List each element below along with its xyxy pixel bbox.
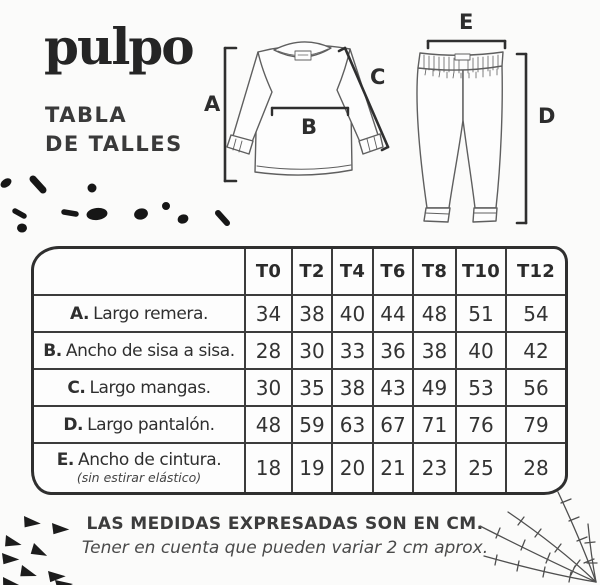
size-header-t0: T0: [246, 249, 293, 296]
size-header-t10: T10: [457, 249, 507, 296]
cell-e-t2: 19: [293, 444, 333, 492]
cell-c-t6: 43: [374, 370, 414, 407]
measure-label-c: C: [370, 65, 386, 89]
page-title-line1: TABLA: [45, 103, 128, 127]
size-header-t4: T4: [333, 249, 374, 296]
cell-a-t10: 51: [457, 296, 507, 333]
cell-a-t12: 54: [507, 296, 565, 333]
ink-dots-decoration: [0, 175, 240, 237]
triangles-decoration: [0, 492, 110, 585]
cell-d-t4: 63: [333, 407, 374, 444]
cell-d-t6: 67: [374, 407, 414, 444]
table-corner-cell: [34, 249, 246, 296]
cell-b-t10: 40: [457, 333, 507, 370]
cell-a-t4: 40: [333, 296, 374, 333]
measure-label-b: B: [301, 115, 318, 139]
cell-b-t2: 30: [293, 333, 333, 370]
cell-c-t8: 49: [414, 370, 457, 407]
cell-c-t10: 53: [457, 370, 507, 407]
row-label-largo-remera: A. Largo remera.: [34, 296, 246, 333]
cell-e-t6: 21: [374, 444, 414, 492]
cell-e-t12: 28: [523, 456, 549, 480]
cell-e-t4: 20: [333, 444, 374, 492]
cell-d-t10: 76: [457, 407, 507, 444]
cell-c-t12: 56: [507, 370, 565, 407]
cell-b-t8: 38: [414, 333, 457, 370]
shirt-diagram-icon: [195, 8, 400, 193]
note-line2: Tener en cuenta que pueden variar 2 cm aprox.: [81, 538, 489, 558]
row-label-ancho-cintura: E. Ancho de cintura. (sin estirar elástico): [34, 444, 246, 492]
brand-logo: pulpo: [44, 17, 193, 76]
cell-d-t8: 71: [414, 407, 457, 444]
page-title-line2: DE TALLES: [45, 132, 183, 156]
cell-d-t12: 79: [507, 407, 565, 444]
cell-a-t8: 48: [414, 296, 457, 333]
cell-c-t4: 38: [333, 370, 374, 407]
cell-d-t0: 48: [246, 407, 293, 444]
cell-b-t4: 33: [333, 333, 374, 370]
stitches-decoration: [478, 486, 600, 585]
cell-e-t8: 23: [414, 444, 457, 492]
page-title: [45, 101, 183, 159]
size-table: [31, 246, 568, 495]
row-sublabel-elastico: (sin estirar elástico): [76, 469, 202, 485]
measure-label-a: A: [204, 92, 221, 116]
cell-b-t12: 42: [507, 333, 565, 370]
measure-label-d: D: [538, 104, 556, 128]
cell-b-t0: 28: [246, 333, 293, 370]
cell-c-t2: 35: [293, 370, 333, 407]
size-header-t12: T12: [507, 249, 565, 296]
row-label-ancho-sisa: B. Ancho de sisa a sisa.: [34, 333, 246, 370]
note-line1: LAS MEDIDAS EXPRESADAS SON EN CM.: [86, 514, 484, 534]
row-label-largo-pantalon: D. Largo pantalón.: [34, 407, 246, 444]
cell-c-t0: 30: [246, 370, 293, 407]
cell-b-t6: 36: [374, 333, 414, 370]
row-label-largo-mangas: C. Largo mangas.: [34, 370, 246, 407]
size-header-t8: T8: [414, 249, 457, 296]
cell-d-t2: 59: [293, 407, 333, 444]
cell-e-t0: 18: [246, 444, 293, 492]
size-header-t6: T6: [374, 249, 414, 296]
size-header-t2: T2: [293, 249, 333, 296]
cell-e-t10: 25: [457, 444, 507, 492]
cell-a-t6: 44: [374, 296, 414, 333]
cell-a-t0: 34: [246, 296, 293, 333]
cell-a-t2: 38: [293, 296, 333, 333]
measure-label-e: E: [459, 10, 474, 34]
